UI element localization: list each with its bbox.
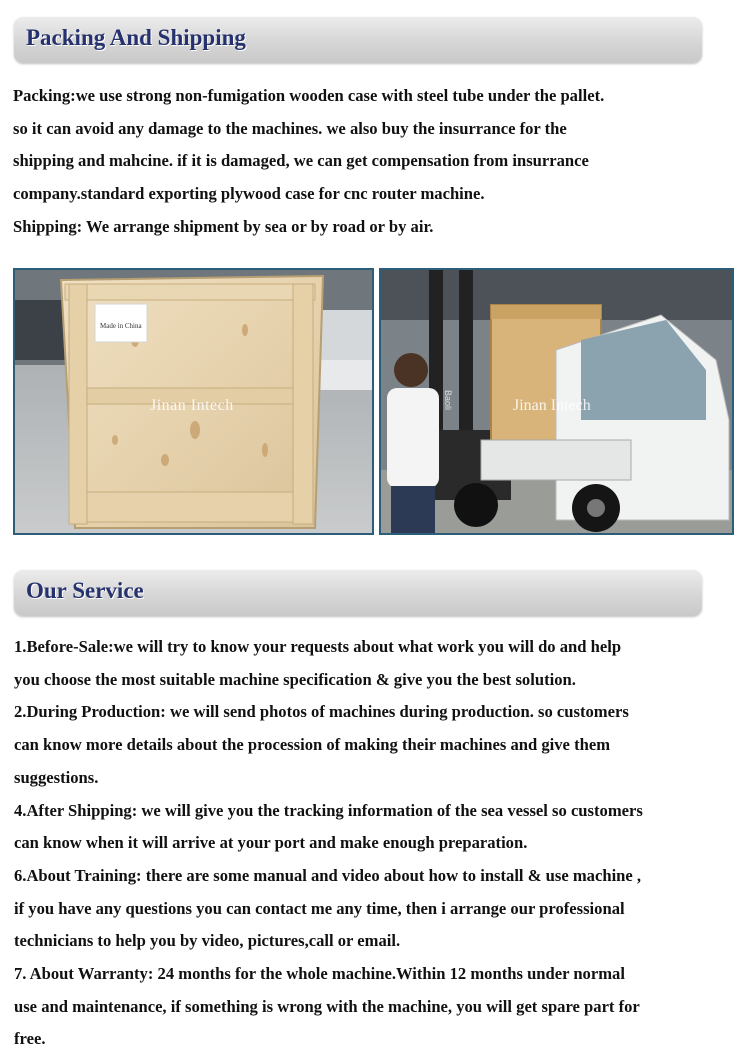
service-text <box>14 631 734 1056</box>
service-line: 4.After Shipping: we will give you the tracking information of the sea vessel so customers <box>14 800 643 820</box>
service-line: can know when it will arrive at your port and make enough preparation. <box>14 833 528 853</box>
truck-loading-illustration <box>381 270 732 533</box>
our-service-header <box>14 570 702 616</box>
packing-line: shipping and mahcine. if it is damaged, we can get compensation from insurrance <box>13 151 589 171</box>
service-line: if you have any questions you can contact me any time, then i arrange our professional <box>14 898 625 918</box>
our-service-title: Our Service <box>26 578 144 603</box>
packing-line: so it can avoid any damage to the machines. we also buy the insurrance for the <box>13 118 567 138</box>
wooden-crate-illustration <box>15 270 372 533</box>
packing-shipping-header <box>14 17 702 63</box>
service-line: free. <box>14 1029 46 1049</box>
wooden-crate-photo <box>13 268 374 535</box>
service-line: use and maintenance, if something is wrong with the machine, you will get spare part for <box>14 996 640 1016</box>
service-line: 2.During Production: we will send photos of machines during production. so customers <box>14 702 629 722</box>
packing-line: company.standard exporting plywood case for cnc router machine. <box>13 184 485 204</box>
made-in-china-text: Made in China <box>100 322 142 330</box>
right-watermark: Jinan Intech <box>513 397 591 414</box>
left-watermark: Jinan Intech <box>150 397 234 414</box>
packing-shipping-title: Packing And Shipping <box>26 25 246 50</box>
shipping-line: Shipping: We arrange shipment by sea or by road or by air. <box>13 216 434 236</box>
service-line: suggestions. <box>14 767 99 787</box>
forklift-brand-text: Baoli <box>443 390 453 411</box>
service-line: 6.About Training: there are some manual and video about how to install & use machine , <box>14 865 642 885</box>
service-line: 1.Before-Sale:we will try to know your requests about what work you will do and help <box>14 637 622 656</box>
packing-text <box>13 80 733 244</box>
service-line: 7. About Warranty: 24 months for the whole machine.Within 12 months under normal <box>14 964 625 984</box>
service-line: you choose the most suitable machine specification & give you the best solution. <box>14 669 576 689</box>
truck-loading-photo <box>379 268 734 535</box>
service-line: can know more details about the procession of making their machines and give them <box>14 735 611 755</box>
service-line: technicians to help you by video, pictures,call or email. <box>14 931 401 951</box>
packing-line: Packing:we use strong non-fumigation wooden case with steel tube under the pallet. <box>13 86 605 105</box>
